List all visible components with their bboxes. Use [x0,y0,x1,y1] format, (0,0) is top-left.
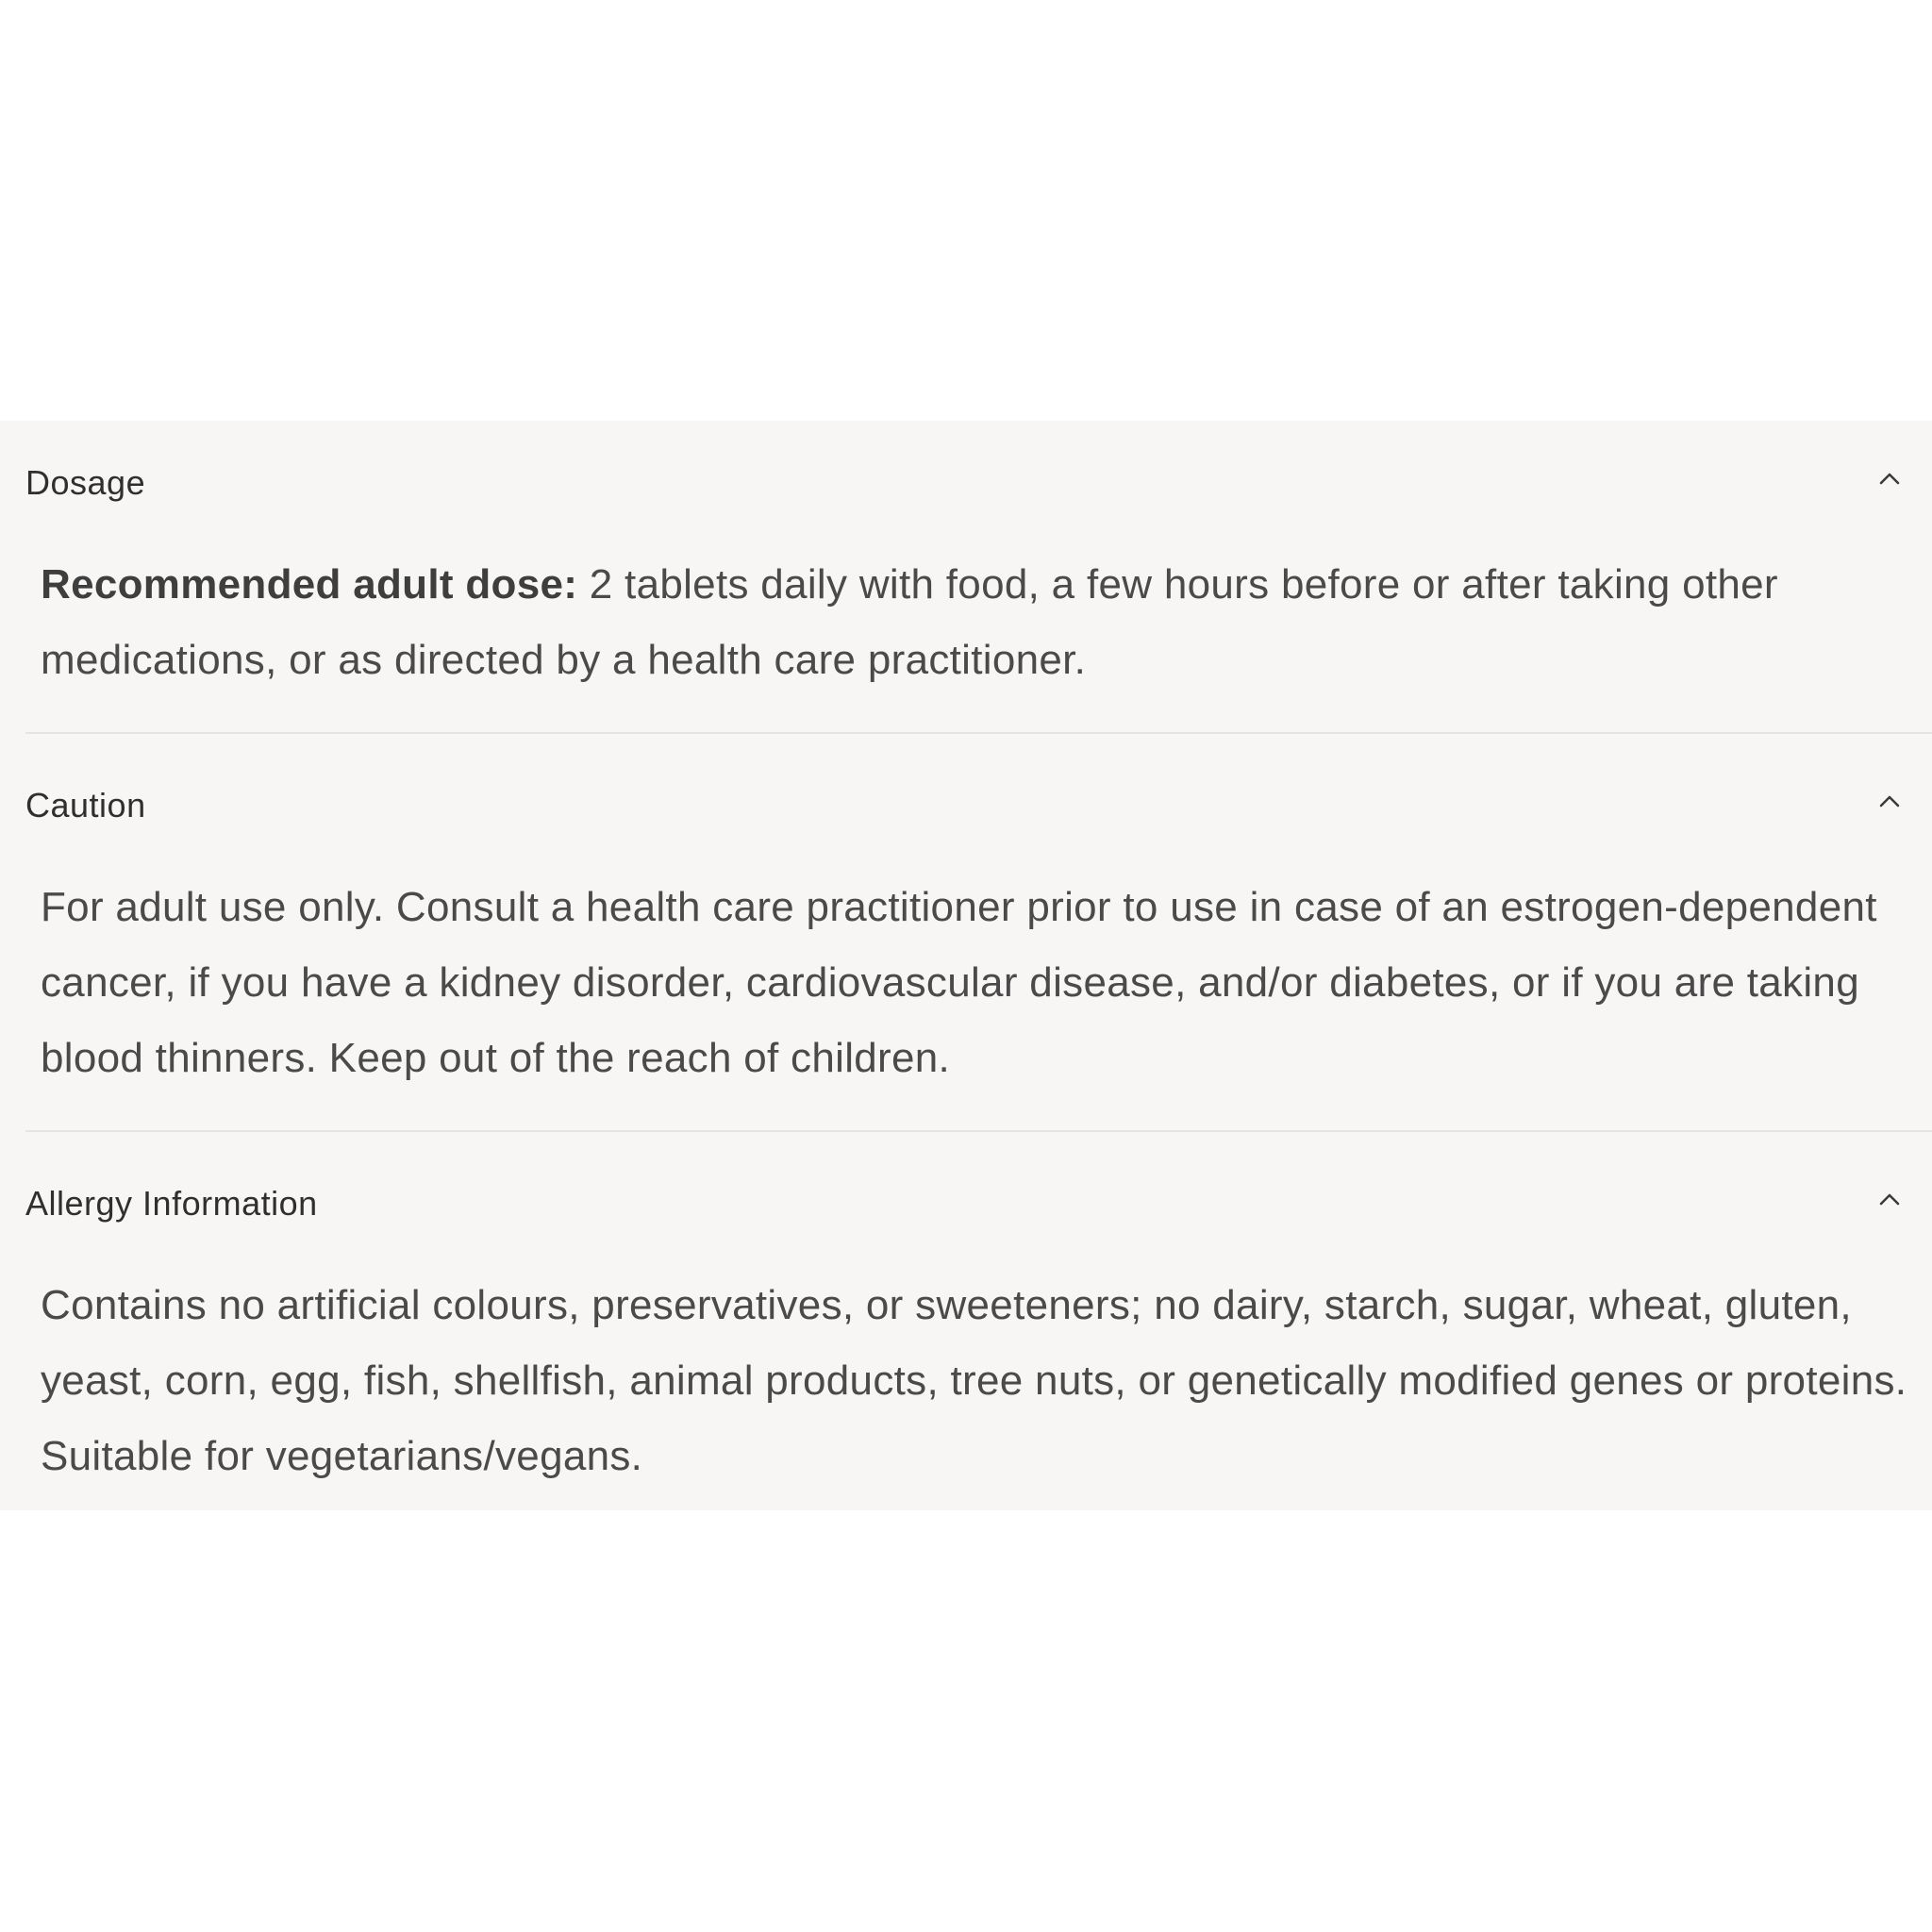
accordion-body-dosage [41,547,1918,698]
chevron-up-icon[interactable] [1873,1182,1907,1216]
chevron-up-icon[interactable] [1873,784,1907,818]
accordion-header-dosage[interactable] [25,452,1907,508]
product-info-accordion [0,421,1932,1510]
accordion-header-caution[interactable] [25,774,1907,831]
section-divider [25,732,1932,734]
accordion-header-allergy-information[interactable] [25,1173,1907,1229]
section-title: Dosage [25,463,146,502]
dose-text: 2 tablets daily with food, a few hours before or after taking other medications, or as directed by a health care practitioner. [41,561,1778,683]
accordion-body-allergy-information: Contains no artificial colours, preservatives, or sweeteners; no dairy, starch, sugar, wheat, gluten, yeast, corn, egg, fish, shellfish, animal products, tree nuts, or genetically modified genes or proteins. Suitable for vegetarians/vegans. [41,1282,1907,1479]
section-divider [25,1130,1932,1132]
section-title: Caution [25,786,146,824]
section-title: Allergy Information [25,1184,318,1223]
accordion-body-caution: For adult use only. Consult a health care practitioner prior to use in case of an estrogen-dependent cancer, if you have a kidney disorder, cardiovascular disease, and/or diabetes, or if you are taking blood thinners. Keep out of the reach of children. [41,884,1877,1081]
chevron-up-icon[interactable] [1873,461,1907,495]
dose-label: Recommended adult dose: [41,561,578,608]
